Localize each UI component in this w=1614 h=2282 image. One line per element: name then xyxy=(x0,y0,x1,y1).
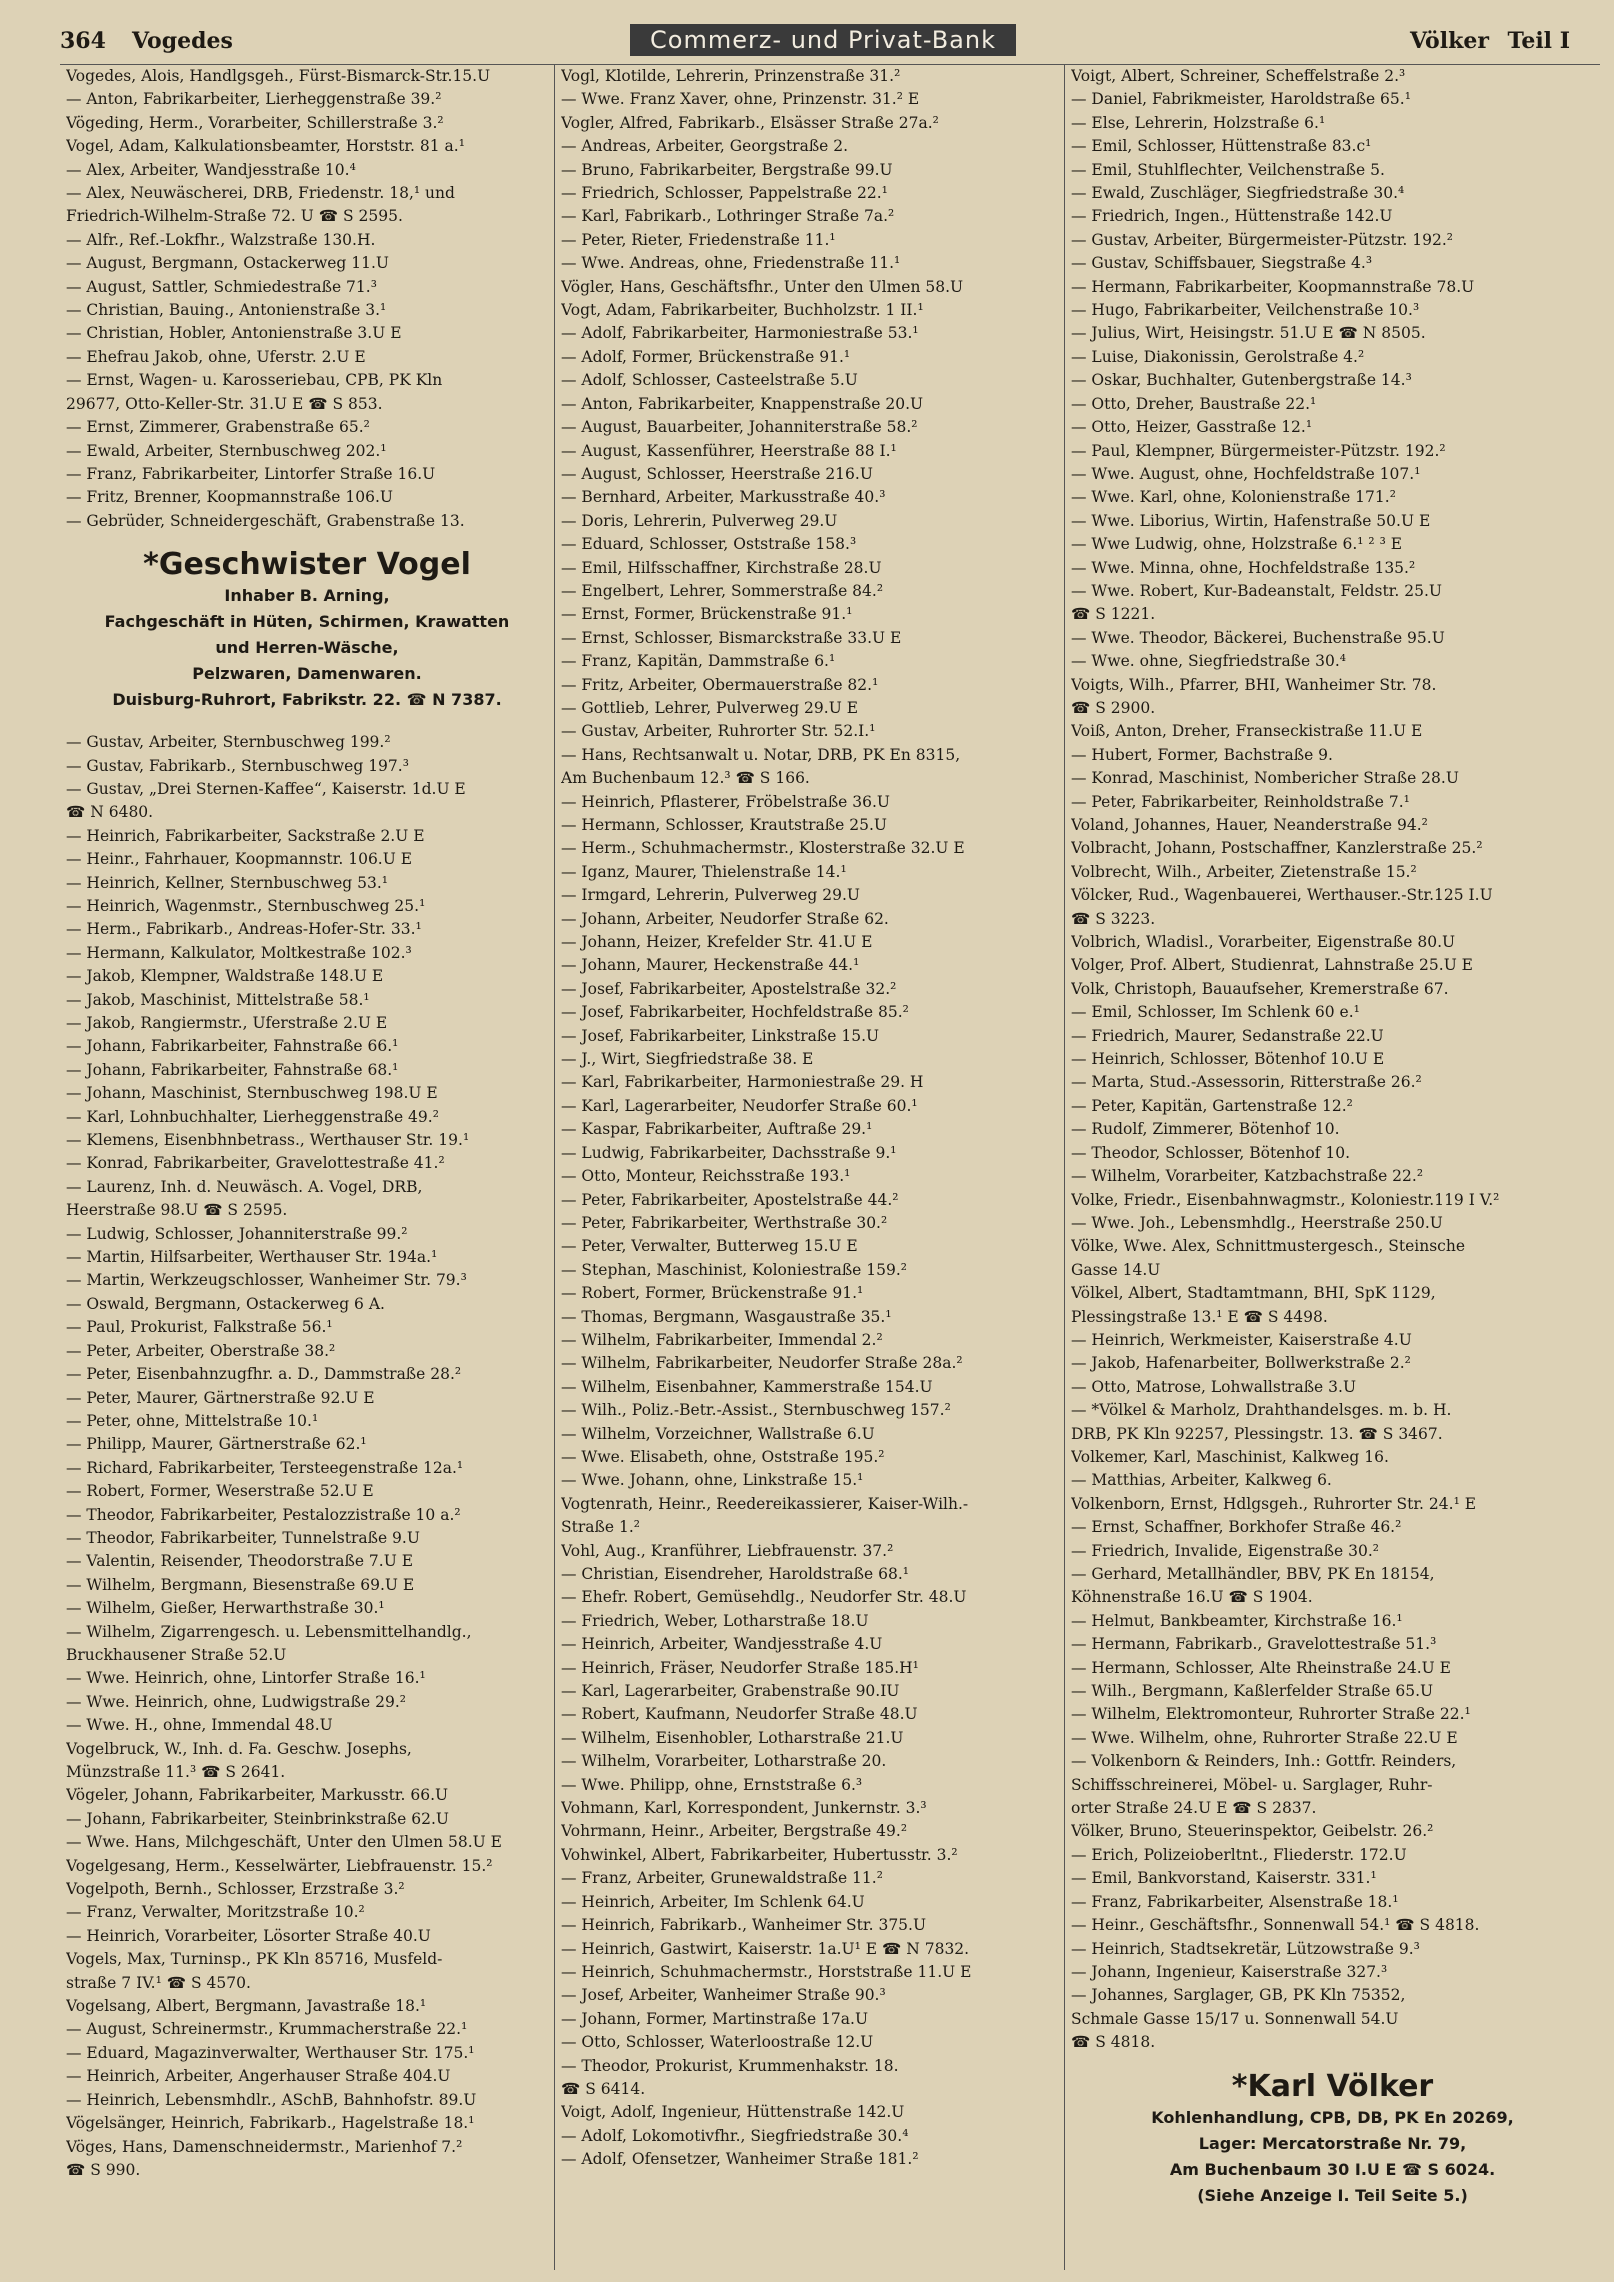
directory-entry: — Friedrich, Invalide, Eigenstraße 30.² xyxy=(1071,1541,1379,1560)
directory-entry: — Heinrich, Lebensmhdlr., ASchB, Bahnhofstr. 89.U xyxy=(66,2090,477,2109)
directory-entry: — Karl, Fabrikarb., Lothringer Straße 7a.² xyxy=(561,207,895,226)
directory-entry: — Karl, Lagerarbeiter, Neudorfer Straße 60.¹ xyxy=(561,1096,918,1115)
directory-entry: — Wilhelm, Vorarbeiter, Katzbachstraße 22.² xyxy=(1071,1167,1424,1186)
columns xyxy=(60,64,1600,2270)
directory-entry: Vögeding, Herm., Vorarbeiter, Schillerstraße 3.² xyxy=(66,113,444,132)
directory-entry: Voland, Johannes, Hauer, Neanderstraße 94.² xyxy=(1071,816,1428,834)
directory-entry: — Hermann, Kalkulator, Moltkestraße 102.³ xyxy=(66,943,412,962)
directory-entry: Vohl, Aug., Kranführer, Liebfrauenstr. 37.² xyxy=(561,1541,894,1560)
directory-entry: — Wilhelm, Vorzeichner, Wallstraße 6.U xyxy=(561,1424,875,1443)
directory-entry: — Peter, Verwalter, Butterweg 15.U E xyxy=(561,1237,858,1256)
directory-entry: — Josef, Fabrikarbeiter, Hochfeldstraße 85.² xyxy=(561,1003,909,1022)
directory-entry: — *Völkel & Marholz, Drahthandelsges. m. b. H. xyxy=(1071,1401,1452,1420)
directory-entry: — Doris, Lehrerin, Pulverweg 29.U xyxy=(561,511,838,530)
directory-entry: — Rudolf, Zimmerer, Bötenhof 10. xyxy=(1071,1120,1340,1139)
directory-entry: — Otto, Matrose, Lohwallstraße 3.U xyxy=(1071,1377,1357,1396)
directory-entry: — Wwe. Minna, ohne, Hochfeldstraße 135.² xyxy=(1071,558,1416,577)
directory-entry: 29677, Otto-Keller-Str. 31.U E ☎ S 853. xyxy=(66,394,383,413)
directory-entry: — August, Schlosser, Heerstraße 216.U xyxy=(561,464,873,483)
directory-entry: — Wwe. Liborius, Wirtin, Hafenstraße 50.U E xyxy=(1071,511,1431,530)
directory-entry: — Wwe. August, ohne, Hochfeldstraße 107.¹ xyxy=(1071,464,1421,483)
directory-entry: Schmale Gasse 15/17 u. Sonnenwall 54.U xyxy=(1071,2009,1399,2028)
directory-entry: — Ernst, Former, Brückenstraße 91.¹ xyxy=(561,605,853,624)
directory-entry: — Paul, Prokurist, Falkstraße 56.¹ xyxy=(66,1318,333,1337)
directory-entry: — Josef, Arbeiter, Wanheimer Straße 90.³ xyxy=(561,1986,886,2005)
directory-entry: — Stephan, Maschinist, Koloniestraße 159.² xyxy=(561,1260,908,1279)
directory-entry: — Else, Lehrerin, Holzstraße 6.¹ xyxy=(1071,113,1326,132)
directory-entry: — Franz, Fabrikarbeiter, Alsenstraße 18.¹ xyxy=(1071,1892,1399,1911)
directory-entry: — Wwe. Andreas, ohne, Friedenstraße 11.¹ xyxy=(561,254,901,273)
directory-entry: — Theodor, Fabrikarbeiter, Tunnelstraße 9.U xyxy=(66,1528,420,1547)
right-running-head: Völker xyxy=(1410,28,1489,54)
directory-entry: — Johannes, Sarglager, GB, PK Kln 75352, xyxy=(1071,1986,1406,2005)
advertisement-geschwister-vogel xyxy=(66,547,548,713)
directory-entry: — Jakob, Maschinist, Mittelstraße 58.¹ xyxy=(66,990,370,1009)
directory-entry: — Konrad, Maschinist, Nombericher Straße 28.U xyxy=(1071,769,1459,788)
directory-entry: — Heinr., Geschäftsfhr., Sonnenwall 54.¹ ☎ S 4818. xyxy=(1071,1916,1480,1935)
directory-entry: ☎ S 1221. xyxy=(1071,605,1156,624)
directory-entry: Vogelgesang, Herm., Kesselwärter, Liebfrauenstr. 15.² xyxy=(66,1856,493,1875)
directory-entry: straße 7 IV.¹ ☎ S 4570. xyxy=(66,1973,251,1992)
directory-entry: Vogl, Klotilde, Lehrerin, Prinzenstraße 31.² xyxy=(561,67,901,85)
ad-line: Fachgeschäft in Hüten, Schirmen, Krawatten xyxy=(104,612,510,632)
column-3 xyxy=(1065,65,1600,2270)
directory-entry: — Johann, Fabrikarbeiter, Fahnstraße 68.¹ xyxy=(66,1060,399,1079)
directory-entry: — Heinrich, Gastwirt, Kaiserstr. 1a.U¹ E ☎ N 7832. xyxy=(561,1939,970,1958)
directory-entry: — Hugo, Fabrikarbeiter, Veilchenstraße 10.³ xyxy=(1071,301,1420,320)
directory-entry: — Julius, Wirt, Heisingstr. 51.U E ☎ N 8505. xyxy=(1071,324,1426,343)
directory-entry: — Thomas, Bergmann, Wasgaustraße 35.¹ xyxy=(561,1307,892,1326)
directory-entry: — Christian, Bauing., Antonienstraße 3.¹ xyxy=(66,301,387,320)
directory-entry: — Emil, Schlosser, Im Schlenk 60 e.¹ xyxy=(1071,1003,1360,1022)
directory-entry: — Heinrich, Fräser, Neudorfer Straße 185.H¹ xyxy=(561,1658,919,1677)
directory-entry: — Alex, Neuwäscherei, DRB, Friedenstr. 18,¹ und xyxy=(66,184,455,203)
directory-entry: — Christian, Eisendreher, Haroldstraße 68.¹ xyxy=(561,1565,909,1583)
directory-entry: — Heinrich, Pflasterer, Fröbelstraße 36.U xyxy=(561,792,890,811)
directory-entry: Vogt, Adam, Fabrikarbeiter, Buchholzstr. 1 II.¹ xyxy=(561,301,924,320)
directory-entry: — Valentin, Reisender, Theodorstraße 7.U E xyxy=(66,1552,414,1571)
directory-entry: Plessingstraße 13.¹ E ☎ S 4498. xyxy=(1071,1307,1328,1326)
directory-entry: Heerstraße 98.U ☎ S 2595. xyxy=(66,1201,288,1220)
directory-entry: Vogelsang, Albert, Bergmann, Javastraße 18.¹ xyxy=(66,1997,427,2016)
directory-entry: — Bruno, Fabrikarbeiter, Bergstraße 99.U xyxy=(561,160,893,179)
ad-line: Kohlenhandlung, CPB, DB, PK En 20269, xyxy=(1151,2107,1514,2127)
directory-entry: Völke, Wwe. Alex, Schnittmustergesch., Steinsche xyxy=(1071,1237,1465,1256)
directory-entry: Vohmann, Karl, Korrespondent, Junkernstr. 3.³ xyxy=(561,1799,927,1818)
directory-entry: — Wwe. Wilhelm, ohne, Ruhrorter Straße 22.U E xyxy=(1071,1728,1458,1747)
directory-entry: — Peter, Fabrikarbeiter, Apostelstraße 44.² xyxy=(561,1190,899,1209)
directory-entry: — Friedrich, Maurer, Sedanstraße 22.U xyxy=(1071,1026,1384,1045)
directory-entry: — Gustav, Arbeiter, Ruhrorter Str. 52.I.¹ xyxy=(561,722,876,741)
directory-entry: Volbrecht, Wilh., Arbeiter, Zietenstraße 15.² xyxy=(1071,862,1417,881)
directory-entry: — Gustav, Arbeiter, Bürgermeister-Pützstr. 192.² xyxy=(1071,230,1453,249)
directory-entry: — Josef, Fabrikarbeiter, Apostelstraße 32.² xyxy=(561,979,897,998)
directory-entry: Volke, Friedr., Eisenbahnwagmstr., Koloniestr.119 I V.² xyxy=(1071,1190,1500,1209)
directory-entry: ☎ S 3223. xyxy=(1071,909,1156,928)
part-label: Teil I xyxy=(1507,28,1570,54)
directory-entry: — Otto, Dreher, Baustraße 22.¹ xyxy=(1071,394,1317,413)
directory-entry: — Karl, Fabrikarbeiter, Harmoniestraße 29. H xyxy=(561,1073,924,1092)
directory-entry: — Wwe. Heinrich, ohne, Lintorfer Straße 16.¹ xyxy=(66,1669,426,1688)
directory-entry: — Wwe. Hans, Milchgeschäft, Unter den Ulmen 58.U E xyxy=(66,1833,502,1852)
directory-entry: Volk, Christoph, Bauaufseher, Kremerstraße 67. xyxy=(1071,979,1449,998)
directory-entry: — Otto, Heizer, Gasstraße 12.¹ xyxy=(1071,418,1313,437)
directory-entry: — Emil, Schlosser, Hüttenstraße 83.c¹ xyxy=(1071,137,1372,156)
directory-entry: — Oskar, Buchhalter, Gutenbergstraße 14.³ xyxy=(1071,371,1412,390)
directory-entry: — Ehefrau Jakob, ohne, Uferstr. 2.U E xyxy=(66,347,366,366)
directory-entry: — Emil, Hilfsschaffner, Kirchstraße 28.U xyxy=(561,558,882,577)
ad-line: (Siehe Anzeige I. Teil Seite 5.) xyxy=(1197,2185,1468,2205)
directory-entry: Köhnenstraße 16.U ☎ S 1904. xyxy=(1071,1588,1313,1607)
directory-entry: — Peter, Fabrikarbeiter, Werthstraße 30.² xyxy=(561,1213,888,1232)
directory-entry: — Luise, Diakonissin, Gerolstraße 4.² xyxy=(1071,347,1365,366)
directory-entry: — Helmut, Bankbeamter, Kirchstraße 16.¹ xyxy=(1071,1611,1403,1630)
directory-entry: — Ludwig, Schlosser, Johanniterstraße 99.² xyxy=(66,1224,408,1243)
directory-entry: — Herm., Schuhmachermstr., Klosterstraße 32.U E xyxy=(561,839,965,858)
directory-entry: — Ernst, Wagen- u. Karosseriebau, CPB, PK Kln xyxy=(66,371,443,390)
ad-line: Duisburg-Ruhrort, Fabrikstr. 22. ☎ N 7387. xyxy=(112,690,502,710)
directory-entry: — Irmgard, Lehrerin, Pulverweg 29.U xyxy=(561,886,860,905)
directory-entry: — Daniel, Fabrikmeister, Haroldstraße 65.¹ xyxy=(1071,90,1411,109)
directory-entry: orter Straße 24.U E ☎ S 2837. xyxy=(1071,1799,1317,1818)
directory-entry: — Jakob, Hafenarbeiter, Bollwerkstraße 2.² xyxy=(1071,1354,1411,1373)
directory-entry: Straße 1.² xyxy=(561,1518,640,1537)
directory-entry: — Bernhard, Arbeiter, Markusstraße 40.³ xyxy=(561,488,886,507)
directory-entry: — Heinrich, Schuhmachermstr., Horststraße 11.U E xyxy=(561,1962,972,1981)
directory-entry: — Christian, Hobler, Antonienstraße 3.U E xyxy=(66,324,402,343)
advertisement-karl-voelker xyxy=(1071,2069,1594,2209)
directory-entry: ☎ S 4818. xyxy=(1071,2033,1156,2052)
directory-entry: Friedrich-Wilhelm-Straße 72. U ☎ S 2595. xyxy=(66,207,403,226)
directory-entry: — Ehefr. Robert, Gemüsehdlg., Neudorfer Str. 48.U xyxy=(561,1588,967,1607)
directory-entry: — Laurenz, Inh. d. Neuwäsch. A. Vogel, DRB, xyxy=(66,1177,423,1196)
directory-entry: — Gustav, Fabrikarb., Sternbuschweg 197.³ xyxy=(66,756,409,775)
directory-entry: — Ernst, Schaffner, Borkhofer Straße 46.² xyxy=(1071,1518,1402,1537)
directory-entry: — Ewald, Zuschläger, Siegfriedstraße 30.⁴ xyxy=(1071,184,1405,203)
directory-entry: — Heinrich, Stadtsekretär, Lützowstraße 9.³ xyxy=(1071,1939,1420,1958)
directory-entry: Vögeler, Johann, Fabrikarbeiter, Markusstr. 66.U xyxy=(66,1786,449,1805)
directory-entry: — Robert, Former, Brückenstraße 91.¹ xyxy=(561,1284,864,1303)
ad-title: *Karl Völker xyxy=(1231,2068,1434,2104)
directory-entry: — Theodor, Schlosser, Bötenhof 10. xyxy=(1071,1143,1351,1162)
directory-entry: Voigt, Adolf, Ingenieur, Hüttenstraße 142.U xyxy=(561,2103,905,2122)
directory-entry: Volkemer, Karl, Maschinist, Kalkweg 16. xyxy=(1071,1447,1389,1466)
directory-entry: — Volkenborn & Reinders, Inh.: Gottfr. Reinders, xyxy=(1071,1752,1457,1771)
directory-entry: — Klemens, Eisenbhnbetrass., Werthauser Str. 19.¹ xyxy=(66,1131,470,1150)
directory-entry: Volbracht, Johann, Postschaffner, Kanzlerstraße 25.² xyxy=(1071,839,1483,858)
page-number: 364 xyxy=(60,28,106,54)
directory-entry: ☎ S 2900. xyxy=(1071,698,1156,717)
directory-entry: — Engelbert, Lehrer, Sommerstraße 84.² xyxy=(561,581,884,600)
directory-entry: — Heinrich, Vorarbeiter, Lösorter Straße 40.U xyxy=(66,1926,431,1945)
directory-entry: — Heinrich, Fabrikarbeiter, Sackstraße 2.U E xyxy=(66,826,425,845)
directory-entry: — Heinr., Fahrhauer, Koopmannstr. 106.U E xyxy=(66,850,413,869)
directory-entry: Vogedes, Alois, Handlgsgeh., Fürst-Bismarck-Str.15.U xyxy=(66,67,491,85)
directory-entry: Münzstraße 11.³ ☎ S 2641. xyxy=(66,1763,286,1781)
directory-entry: — Heinrich, Arbeiter, Im Schlenk 64.U xyxy=(561,1892,865,1911)
directory-entry: — Wwe. Heinrich, ohne, Ludwigstraße 29.² xyxy=(66,1692,406,1711)
directory-entry: — Ewald, Arbeiter, Sternbuschweg 202.¹ xyxy=(66,441,387,460)
entries-column-2 xyxy=(561,65,1058,2172)
directory-entry: — Karl, Lohnbuchhalter, Lierheggenstraße 49.² xyxy=(66,1107,439,1126)
directory-entry: — Hans, Rechtsanwalt u. Notar, DRB, PK En 8315, xyxy=(561,745,961,764)
entries-column-3 xyxy=(1071,65,1594,2055)
directory-entry: Völker, Bruno, Steuerinspektor, Geibelstr. 26.² xyxy=(1071,1822,1434,1841)
directory-entry: — Johann, Fabrikarbeiter, Steinbrinkstraße 62.U xyxy=(66,1809,449,1828)
directory-entry: ☎ S 6414. xyxy=(561,2079,646,2098)
directory-entry: Vöges, Hans, Damenschneidermstr., Marienhof 7.² xyxy=(66,2137,463,2156)
directory-entry: — Anton, Fabrikarbeiter, Lierheggenstraße 39.² xyxy=(66,90,442,109)
directory-entry: — Wwe Ludwig, ohne, Holzstraße 6.¹ ² ³ E xyxy=(1071,535,1403,554)
directory-entry: — Heinrich, Kellner, Sternbuschweg 53.¹ xyxy=(66,873,388,892)
entries-column-1-bottom xyxy=(66,731,548,2182)
directory-entry: — Wilh., Bergmann, Kaßlerfelder Straße 65.U xyxy=(1071,1682,1434,1701)
directory-entry: — Heinrich, Wagenmstr., Sternbuschweg 25.¹ xyxy=(66,896,426,915)
directory-entry: Vogtenrath, Heinr., Reedereikassierer, Kaiser-Wilh.- xyxy=(561,1494,969,1513)
directory-entry: — Peter, Fabrikarbeiter, Reinholdstraße 7.¹ xyxy=(1071,792,1410,811)
bank-banner: Commerz- und Privat-Bank xyxy=(630,24,1016,56)
directory-entry: Voiß, Anton, Dreher, Franseckistraße 11.U E xyxy=(1071,722,1423,741)
directory-entry: ☎ S 990. xyxy=(66,2160,141,2179)
entries-column-1-top xyxy=(66,65,548,533)
directory-entry: — Wilhelm, Elektromonteur, Ruhrorter Straße 22.¹ xyxy=(1071,1705,1471,1724)
directory-entry: — Matthias, Arbeiter, Kalkweg 6. xyxy=(1071,1471,1332,1490)
directory-entry: — August, Schreinermstr., Krummacherstraße 22.¹ xyxy=(66,2020,468,2039)
directory-entry: — Adolf, Ofensetzer, Wanheimer Straße 181.² xyxy=(561,2150,919,2169)
directory-entry: — Gustav, Schiffsbauer, Siegstraße 4.³ xyxy=(1071,254,1373,273)
directory-entry: Gasse 14.U xyxy=(1071,1260,1161,1279)
directory-entry: Schiffsschreinerei, Möbel- u. Sarglager, Ruhr- xyxy=(1071,1775,1433,1794)
column-1 xyxy=(60,65,555,2270)
directory-entry: — Herm., Fabrikarb., Andreas-Hofer-Str. 33.¹ xyxy=(66,920,422,939)
directory-entry: — Johann, Maschinist, Sternbuschweg 198.U E xyxy=(66,1084,438,1103)
directory-entry: Vogel, Adam, Kalkulationsbeamter, Horststr. 81 a.¹ xyxy=(66,137,465,156)
ad-line: Pelzwaren, Damenwaren. xyxy=(192,664,422,684)
directory-entry: — Heinrich, Schlosser, Bötenhof 10.U E xyxy=(1071,1050,1385,1069)
directory-entry: — Wilhelm, Eisenbahner, Kammerstraße 154.U xyxy=(561,1377,933,1396)
directory-entry: — Franz, Kapitän, Dammstraße 6.¹ xyxy=(561,652,836,671)
directory-entry: — Wwe. H., ohne, Immendal 48.U xyxy=(66,1716,333,1735)
directory-entry: Vögelsänger, Heinrich, Fabrikarb., Hagelstraße 18.¹ xyxy=(66,2114,475,2133)
directory-entry: — Paul, Klempner, Bürgermeister-Pützstr. 192.² xyxy=(1071,441,1446,460)
directory-entry: — Robert, Former, Weserstraße 52.U E xyxy=(66,1482,374,1501)
ad-line: und Herren-Wäsche, xyxy=(215,638,399,658)
directory-entry: — Jakob, Rangiermstr., Uferstraße 2.U E xyxy=(66,1014,388,1032)
directory-entry: — Theodor, Fabrikarbeiter, Pestalozzistraße 10 a.² xyxy=(66,1505,461,1524)
directory-entry: — Franz, Fabrikarbeiter, Lintorfer Straße 16.U xyxy=(66,464,436,483)
directory-entry: Vögler, Hans, Geschäftsfhr., Unter den Ulmen 58.U xyxy=(561,277,964,296)
directory-entry: — Johann, Ingenieur, Kaiserstraße 327.³ xyxy=(1071,1962,1388,1981)
directory-entry: Vogelpoth, Bernh., Schlosser, Erzstraße 3.² xyxy=(66,1880,405,1899)
directory-entry: — Fritz, Arbeiter, Obermauerstraße 82.¹ xyxy=(561,675,879,694)
directory-entry: — Otto, Monteur, Reichsstraße 193.¹ xyxy=(561,1167,851,1186)
directory-entry: — Franz, Arbeiter, Grunewaldstraße 11.² xyxy=(561,1869,883,1888)
directory-entry: Völkel, Albert, Stadtamtmann, BHI, SpK 1129, xyxy=(1071,1284,1436,1303)
directory-entry: — Martin, Werkzeugschlosser, Wanheimer Str. 79.³ xyxy=(66,1271,467,1290)
directory-entry: Volkenborn, Ernst, Hdlgsgeh., Ruhrorter Str. 24.¹ E xyxy=(1071,1494,1477,1513)
directory-entry: — Ernst, Schlosser, Bismarckstraße 33.U E xyxy=(561,628,902,647)
left-running-head: Vogedes xyxy=(132,28,233,54)
directory-entry: Am Buchenbaum 12.³ ☎ S 166. xyxy=(561,769,810,788)
directory-entry: — Peter, Rieter, Friedenstraße 11.¹ xyxy=(561,230,836,249)
directory-entry: Völcker, Rud., Wagenbauerei, Werthauser.-Str.125 I.U xyxy=(1071,886,1493,905)
directory-entry: — Iganz, Maurer, Thielenstraße 14.¹ xyxy=(561,862,847,881)
directory-entry: — Wilhelm, Zigarrengesch. u. Lebensmittelhandlg., xyxy=(66,1622,472,1641)
directory-entry: — Johann, Maurer, Heckenstraße 44.¹ xyxy=(561,956,860,975)
directory-entry: — Richard, Fabrikarbeiter, Tersteegenstraße 12a.¹ xyxy=(66,1458,464,1477)
directory-entry: — Johann, Fabrikarbeiter, Fahnstraße 66.¹ xyxy=(66,1037,399,1056)
directory-entry: — Heinrich, Arbeiter, Angerhauser Straße 404.U xyxy=(66,2067,451,2086)
directory-entry: — Peter, Eisenbahnzugfhr. a. D., Dammstraße 28.² xyxy=(66,1365,462,1384)
directory-entry: — Wwe. Johann, ohne, Linkstraße 15.¹ xyxy=(561,1471,864,1490)
directory-entry: — Otto, Schlosser, Waterloostraße 12.U xyxy=(561,2033,874,2052)
directory-entry: — Fritz, Brenner, Koopmannstraße 106.U xyxy=(66,488,393,507)
directory-entry: — Wwe. Elisabeth, ohne, Oststraße 195.² xyxy=(561,1447,885,1466)
directory-entry: — Johann, Arbeiter, Neudorfer Straße 62. xyxy=(561,909,889,928)
directory-entry: — Gerhard, Metallhändler, BBV, PK En 18154, xyxy=(1071,1565,1435,1583)
page-header xyxy=(60,24,1600,64)
directory-entry: — Gustav, Arbeiter, Sternbuschweg 199.² xyxy=(66,733,391,752)
directory-entry: — Wilhelm, Vorarbeiter, Lotharstraße 20. xyxy=(561,1752,887,1771)
directory-entry: Volbrich, Wladisl., Vorarbeiter, Eigenstraße 80.U xyxy=(1071,933,1456,952)
directory-entry: DRB, PK Kln 92257, Plessingstr. 13. ☎ S 3467. xyxy=(1071,1424,1443,1443)
directory-entry: — Emil, Bankvorstand, Kaiserstr. 331.¹ xyxy=(1071,1869,1377,1888)
directory-entry: — Anton, Fabrikarbeiter, Knappenstraße 20.U xyxy=(561,394,924,413)
directory-entry: — Hermann, Schlosser, Alte Rheinstraße 24.U E xyxy=(1071,1658,1451,1677)
directory-entry: — August, Bergmann, Ostackerweg 11.U xyxy=(66,254,389,273)
directory-entry: — Franz, Verwalter, Moritzstraße 10.² xyxy=(66,1903,365,1922)
directory-entry: — Peter, Kapitän, Gartenstraße 12.² xyxy=(1071,1096,1353,1115)
directory-entry: — Kaspar, Fabrikarbeiter, Auftraße 29.¹ xyxy=(561,1120,873,1139)
directory-entry: Volger, Prof. Albert, Studienrat, Lahnstraße 25.U E xyxy=(1071,956,1474,975)
directory-entry: — Ernst, Zimmerer, Grabenstraße 65.² xyxy=(66,418,370,437)
directory-entry: — Wilhelm, Bergmann, Biesenstraße 69.U E xyxy=(66,1575,415,1594)
directory-entry: — Friedrich, Schlosser, Pappelstraße 22.¹ xyxy=(561,184,888,203)
directory-entry: — Wwe. Joh., Lebensmhdlg., Heerstraße 250.U xyxy=(1071,1213,1443,1232)
directory-entry: — Wwe. Theodor, Bäckerei, Buchenstraße 95.U xyxy=(1071,628,1445,647)
directory-entry: — Ludwig, Fabrikarbeiter, Dachsstraße 9.¹ xyxy=(561,1143,897,1162)
directory-entry: — Johann, Heizer, Krefelder Str. 41.U E xyxy=(561,933,873,952)
directory-entry: — Wilhelm, Fabrikarbeiter, Immendal 2.² xyxy=(561,1330,883,1349)
directory-entry: — Martin, Hilfsarbeiter, Werthauser Str. 194a.¹ xyxy=(66,1248,438,1267)
directory-entry: — Peter, Maurer, Gärtnerstraße 92.U E xyxy=(66,1388,375,1407)
directory-entry: — Adolf, Fabrikarbeiter, Harmoniestraße 53.¹ xyxy=(561,324,919,343)
directory-entry: Vohrmann, Heinr., Arbeiter, Bergstraße 49.² xyxy=(561,1822,908,1841)
directory-entry: — Adolf, Former, Brückenstraße 91.¹ xyxy=(561,347,851,366)
directory-entry: — Robert, Kaufmann, Neudorfer Straße 48.U xyxy=(561,1705,918,1724)
directory-entry: — Friedrich, Ingen., Hüttenstraße 142.U xyxy=(1071,207,1393,226)
directory-entry: — Hermann, Schlosser, Krautstraße 25.U xyxy=(561,816,887,834)
directory-entry: — Wwe. ohne, Siegfriedstraße 30.⁴ xyxy=(1071,652,1346,671)
directory-entry: — Andreas, Arbeiter, Georgstraße 2. xyxy=(561,137,849,156)
directory-entry: — Marta, Stud.-Assessorin, Ritterstraße 26.² xyxy=(1071,1073,1422,1092)
directory-entry: — Gottlieb, Lehrer, Pulverweg 29.U E xyxy=(561,698,859,717)
directory-entry: — Johann, Former, Martinstraße 17a.U xyxy=(561,2009,869,2028)
directory-entry: — August, Kassenführer, Heerstraße 88 I.¹ xyxy=(561,441,897,460)
directory-entry: Voigt, Albert, Schreiner, Scheffelstraße 2.³ xyxy=(1071,67,1406,85)
directory-entry: Vogelbruck, W., Inh. d. Fa. Geschw. Josephs, xyxy=(66,1739,412,1758)
directory-entry: Vohwinkel, Albert, Fabrikarbeiter, Hubertusstr. 3.² xyxy=(561,1845,958,1864)
directory-entry: — Peter, Arbeiter, Oberstraße 38.² xyxy=(66,1341,336,1360)
directory-entry: — Alex, Arbeiter, Wandjesstraße 10.⁴ xyxy=(66,160,356,179)
directory-entry: — Jakob, Klempner, Waldstraße 148.U E xyxy=(66,967,384,986)
directory-entry: — Adolf, Lokomotivfhr., Siegfriedstraße 30.⁴ xyxy=(561,2126,909,2145)
directory-entry: — Hermann, Fabrikarbeiter, Koopmannstraße 78.U xyxy=(1071,277,1475,296)
directory-entry: Vogels, Max, Turninsp., PK Kln 85716, Musfeld- xyxy=(66,1950,443,1969)
directory-entry: Vogler, Alfred, Fabrikarb., Elsässer Straße 27a.² xyxy=(561,113,939,132)
directory-entry: — Hermann, Fabrikarb., Gravelottestraße 51.³ xyxy=(1071,1635,1437,1654)
directory-entry: — Wwe. Philipp, ohne, Ernststraße 6.³ xyxy=(561,1775,863,1794)
directory-entry: — Eduard, Magazinverwalter, Werthauser Str. 175.¹ xyxy=(66,2043,475,2062)
directory-entry: — J., Wirt, Siegfriedstraße 38. E xyxy=(561,1050,814,1069)
directory-entry: — Wilh., Poliz.-Betr.-Assist., Sternbuschweg 157.² xyxy=(561,1401,951,1420)
directory-entry: — August, Bauarbeiter, Johanniterstraße 58.² xyxy=(561,418,918,437)
column-2 xyxy=(555,65,1065,2270)
directory-entry: — Gustav, „Drei Sternen-Kaffee“, Kaiserstr. 1d.U E xyxy=(66,779,466,798)
directory-entry: — Wwe. Karl, ohne, Kolonienstraße 171.² xyxy=(1071,488,1396,507)
directory-entry: — Alfr., Ref.-Lokfhr., Walzstraße 130.H. xyxy=(66,230,376,249)
directory-entry: — Heinrich, Werkmeister, Kaiserstraße 4.U xyxy=(1071,1330,1412,1349)
ad-line: Inhaber B. Arning, xyxy=(224,586,390,606)
directory-entry: — Emil, Stuhlflechter, Veilchenstraße 5. xyxy=(1071,160,1385,179)
directory-entry: — Wilhelm, Fabrikarbeiter, Neudorfer Straße 28a.² xyxy=(561,1354,963,1373)
directory-entry: — Adolf, Schlosser, Casteelstraße 5.U xyxy=(561,371,858,390)
directory-entry: — Josef, Fabrikarbeiter, Linkstraße 15.U xyxy=(561,1026,880,1045)
directory-entry: Bruckhausener Straße 52.U xyxy=(66,1645,287,1664)
directory-entry: — Heinrich, Fabrikarb., Wanheimer Str. 375.U xyxy=(561,1916,927,1935)
directory-entry: — Konrad, Fabrikarbeiter, Gravelottestraße 41.² xyxy=(66,1154,445,1173)
directory-entry: — Philipp, Maurer, Gärtnerstraße 62.¹ xyxy=(66,1435,367,1454)
directory-entry: — Wwe. Robert, Kur-Badeanstalt, Feldstr. 25.U xyxy=(1071,581,1442,600)
directory-entry: — Eduard, Schlosser, Oststraße 158.³ xyxy=(561,535,857,554)
directory-entry: ☎ N 6480. xyxy=(66,803,154,822)
directory-entry: — Wwe. Franz Xaver, ohne, Prinzenstr. 31.² E xyxy=(561,90,920,109)
directory-entry: — Gebrüder, Schneidergeschäft, Grabenstraße 13. xyxy=(66,511,465,530)
directory-entry: — Erich, Polizeioberltnt., Fliederstr. 172.U xyxy=(1071,1845,1407,1864)
directory-entry: — Friedrich, Weber, Lotharstraße 18.U xyxy=(561,1611,869,1630)
directory-entry: — Theodor, Prokurist, Krummenhakstr. 18. xyxy=(561,2056,899,2075)
ad-line: Lager: Mercatorstraße Nr. 79, xyxy=(1198,2133,1467,2153)
directory-entry: — Peter, ohne, Mittelstraße 10.¹ xyxy=(66,1411,319,1430)
directory-entry: — Karl, Lagerarbeiter, Grabenstraße 90.IU xyxy=(561,1682,900,1701)
directory-entry: Voigts, Wilh., Pfarrer, BHI, Wanheimer Str. 78. xyxy=(1071,675,1437,694)
ad-title: *Geschwister Vogel xyxy=(143,547,471,583)
directory-entry: — Hubert, Former, Bachstraße 9. xyxy=(1071,745,1333,764)
directory-entry: — August, Sattler, Schmiedestraße 71.³ xyxy=(66,277,377,296)
directory-entry: — Oswald, Bergmann, Ostackerweg 6 A. xyxy=(66,1294,385,1313)
directory-entry: — Wilhelm, Gießer, Herwarthstraße 30.¹ xyxy=(66,1599,385,1618)
ad-line: Am Buchenbaum 30 I.U E ☎ S 6024. xyxy=(1169,2159,1496,2179)
directory-entry: — Wilhelm, Eisenhobler, Lotharstraße 21.U xyxy=(561,1728,904,1747)
directory-entry: — Heinrich, Arbeiter, Wandjesstraße 4.U xyxy=(561,1635,883,1654)
